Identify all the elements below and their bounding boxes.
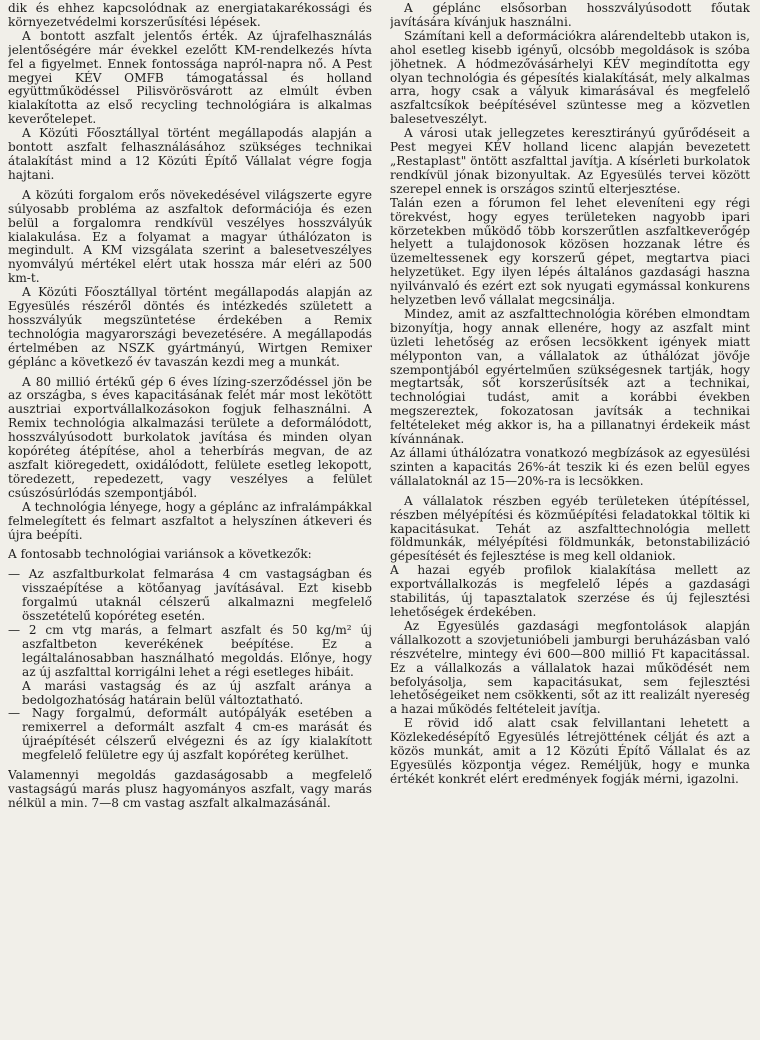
paragraph: A 80 millió értékű gép 6 éves lízing-szerződéssel jön be az országba, s éves kapacitásának felét már most lekötött ausztriai exportvállalkozásokon fogjuk felhasználni. A Remix technológia alkalmazási területe a deformálódott, hosszvályúsodott burkolatok javítása és minden olyan kopóréteg átépítése, ahol a teherbírás megvan, de az aszfalt kiöregedett, oxidálódott, felülete esetleg lekopott, töredezett, repedezett, vagy veszélyes a felület csúszósúrlódás szempontjából. <box>8 374 372 500</box>
paragraph: Számítani kell a deformációkra alárendeltebb utakon is, ahol esetleg kisebb igényű, olcsóbb megoldások is szóba jöhetnek. A hódmezővásárhelyi KÉV megindította egy olyan technológia és gépesítés kialakítását, mely alkalmas arra, hogy csak a vályuk kimarásával és megfelelő aszfaltcsíkok beépítésével szüntesse meg a közvetlen balesetveszélyt. <box>390 28 750 127</box>
paragraph: A közúti forgalom erős növekedésével világszerte egyre súlyosabb probléma az aszfaltok deformációja és ezen belül a forgalomra rendkívül veszélyes hosszvályúk kialakulása. Ez a folyamat a magyar úthálózaton is megindult. A KM vizsgálata szerint a balesetveszélyes nyomvályú mértékel elért utak hossza már eléri az 500 km-t. <box>8 187 372 286</box>
left-column <box>8 2 372 1040</box>
paragraph: — 2 cm vtg marás, a felmart aszfalt és 50 kg/m² új aszfaltbeton keverékének beépítése. Ez a legáltalánosabban használható megoldás. Előnye, hogy az új aszfalttal korrigálni lehet a régi esetleges hibáit. <box>8 622 372 679</box>
paragraph: A géplánc elsősorban hosszvályúsodott főutak javítására kívánjuk használni. <box>390 2 750 29</box>
paragraph: dik és ehhez kapcsolódnak az energiatakarékossági és környezetvédelmi korszerűsítési lépések. <box>8 2 372 29</box>
paragraph: — Az aszfaltburkolat felmarása 4 cm vastagságban és visszaépítése a kötőanyag javításával. Ezt kisebb forgalmú utaknál célszerű alkalmazni megfelelő összetételű kopóréteg esetén. <box>8 567 372 624</box>
paragraph: A Közúti Főosztállyal történt megállapodás alapján az Egyesülés részéről döntés és intézkedés született a hosszvályúk megszüntetése érdekében a Remix technológia magyarországi bevezetésére. A megállapodás értelmében az NSZK gyártmányú, Wirtgen Remixer géplánc a következő év tavaszán kezdi meg a munkát. <box>8 285 372 369</box>
paragraph: A bontott aszfalt jelentős érték. Az újrafelhasználás jelentőségére már évekkel ezelőtt KM-rendelkezés hívta fel a figyelmet. Ennek fontossága napról-napra nő. A Pest megyei KÉV OMFB támogatással és holland együttműködéssel Pilisvörösvárott az elmúlt évben kialakította az első recycling technológiára is alkalmas keverőtelepet. <box>8 28 372 127</box>
paragraph: E rövid idő alatt csak felvillantani lehetett a Közlekedésépítő Egyesülés létrejöttének célját és azt a közös munkát, amit a 12 Közúti Építő Vállalat és az Egyesülés központja végez. Reméljük, hogy e munka értékét konkrét elért eredmények fogják mérni, igazolni. <box>390 716 750 786</box>
paragraph: Valamennyi megoldás gazdaságosabb a megfelelő vastagságú marás plusz hagyományos aszfalt, vagy marás nélkül a min. 7—8 cm vastag aszfalt alkalmazásánál. <box>8 768 372 810</box>
paragraph: A fontosabb technológiai variánsok a következők: <box>8 547 312 562</box>
paragraph: Az Egyesülés gazdasági megfontolások alapján vállalkozott a szovjetunióbeli jamburgi beruházásban való részvételre, mintegy évi 600—800 millió Ft kapacitással. Ez a vállalkozás a vállalatok hazai működését nem befolyásolja, sem kapacitásukat, sem fejlesztési lehetőségeiket nem csökkenti, sőt az itt realizált nyereség a hazai működés feltételeit javítja. <box>390 618 750 717</box>
paragraph: A Közúti Főosztállyal történt megállapodás alapján a bontott aszfalt felhasználásához szükséges technikai átalakítást mind a 12 Közúti Építő Vállalat végre fogja hajtani. <box>8 126 372 182</box>
paragraph: A városi utak jellegzetes keresztirányú gyűrődéseit a Pest megyei KÉV holland licenc alapján bevezetett „Restaplast" öntött aszfalttal javítja. A kísérleti burkolatok rendkívül jónak bizonyultak. Az Egyesülés tervei között szerepel ennek is országos szintű elterjesztése. <box>390 126 750 196</box>
paragraph: A hazai egyéb profilok kialakítása mellett az exportvállalkozás is megfelelő lépés a gazdasági stabilitás, új tapasztalatok szerzése és új fejlesztési lehetőségek érdekében. <box>390 563 750 619</box>
paragraph: Az állami úthálózatra vonatkozó megbízások az egyesülési szinten a kapacitás 26%-át teszik ki és ezen belül egyes vállalatoknál az 15—20%-ra is lecsökken. <box>390 446 750 488</box>
paragraph: A marási vastagság és az új aszfalt aránya a bedolgozhatóság határain belül változtatható. <box>22 678 372 707</box>
paragraph: Talán ezen a fórumon fel lehet eleveníteni egy régi törekvést, hogy egyes területeken nagyobb ipari körzetekben működő több korszerűtlen aszfaltkeverőgép helyett a tulajdonosok közösen hozzanak létre és üzemeltessenek egy korszerű gépet, megtartva piaci helyzetüket. Egy ilyen lépés általános gazdasági haszna nyilvánvaló és ezért ezt sok nyugati egymással konkurens helyzetben levő vállalat megcsinálja. <box>390 195 750 308</box>
paragraph: — Nagy forgalmú, deformált autópályák esetében a remixerrel a deformált aszfalt 4 cm-es marását és újraépítését célszerű elvégezni és az így kialakított megfelelő felületre egy új aszfalt kopóréteg kerülhet. <box>8 706 372 763</box>
right-column <box>390 2 750 1040</box>
paragraph: A vállalatok részben egyéb területeken útépítéssel, részben mélyépítési és közműépítési feladatokkal töltik ki kapacitásukat. Tehát az aszfalttechnológia mellett földmunkák, mélyépítési földmunkák, betonstabilizáció gépesítését és fejlesztése is meg kell oldaniok. <box>390 493 750 564</box>
paragraph: A technológia lényege, hogy a géplánc az infralámpákkal felmelegített és felmart aszfaltot a helyszínen átkeveri és újra beépíti. <box>8 499 372 542</box>
paragraph: Mindez, amit az aszfalttechnológia körében elmondtam bizonyítja, hogy annak ellenére, hogy az aszfalt mint üzleti lehetőség az erősen lecsökkent igények miatt mélyponton van, a vállalatok az úthálózat jövője szempontjából egyértelműen szükségesnek tartják, hogy megtartsák, sőt korszerűsítsék azt a technikai, technológiai tudást, amit a korábbi években megszereztek, fokozatosan javítsák a technikai feltételeket még akkor is, ha a pillanatnyi érdekeik mást kívánnának. <box>390 306 750 447</box>
